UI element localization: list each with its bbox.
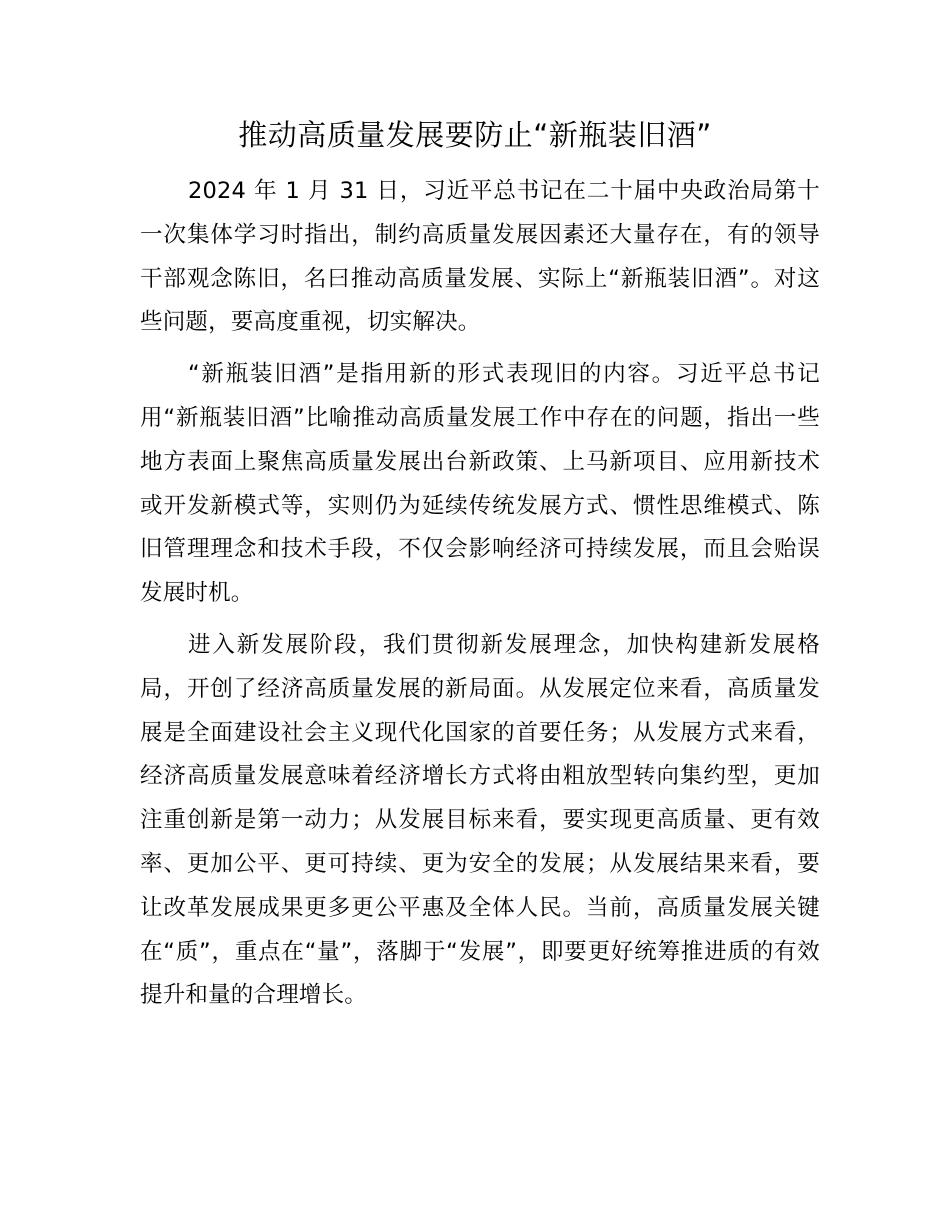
document-body [140,170,820,1026]
paragraph-3: 进入新发展阶段，我们贯彻新发展理念，加快构建新发展格局，开创了经济高质量发展的新局面。从发展定位来看，高质量发展是全面建设社会主义现代化国家的首要任务；从发展方式来看，经济高质量发展意味着经济增长方式将由粗放型转向集约型，更加注重创新是第一动力；从发展目标来看，要实现更高质量、更有效率、更加公平、更可持续、更为安全的发展；从发展结果来看，要让改革发展成果更多更公平惠及全体人民。当前，高质量发展关键在“质”，重点在“量”，落脚于“发展”，即要更好统筹推进质的有效提升和量的合理增长。 [140,631,820,1009]
paragraph-2: “新瓶装旧酒”是指用新的形式表现旧的内容。习近平总书记用“新瓶装旧酒”比喻推动高质量发展工作中存在的问题，指出一些地方表面上聚焦高质量发展出台新政策、上马新项目、应用新技术或开发新模式等，实则仍为延续传统发展方式、惯性思维模式、陈旧管理理念和技术手段，不仅会影响经济可持续发展，而且会贻误发展时机。 [140,361,820,607]
document-title: 推动高质量发展要防止“新瓶装旧酒” [238,118,712,152]
paragraph-1: 2024 年 1 月 31 日，习近平总书记在二十届中央政治局第十一次集体学习时指出，制约高质量发展因素还大量存在，有的领导干部观念陈旧，名曰推动高质量发展、实际上“新瓶装旧酒”。对这些问题，要高度重视，切实解决。 [140,178,820,336]
